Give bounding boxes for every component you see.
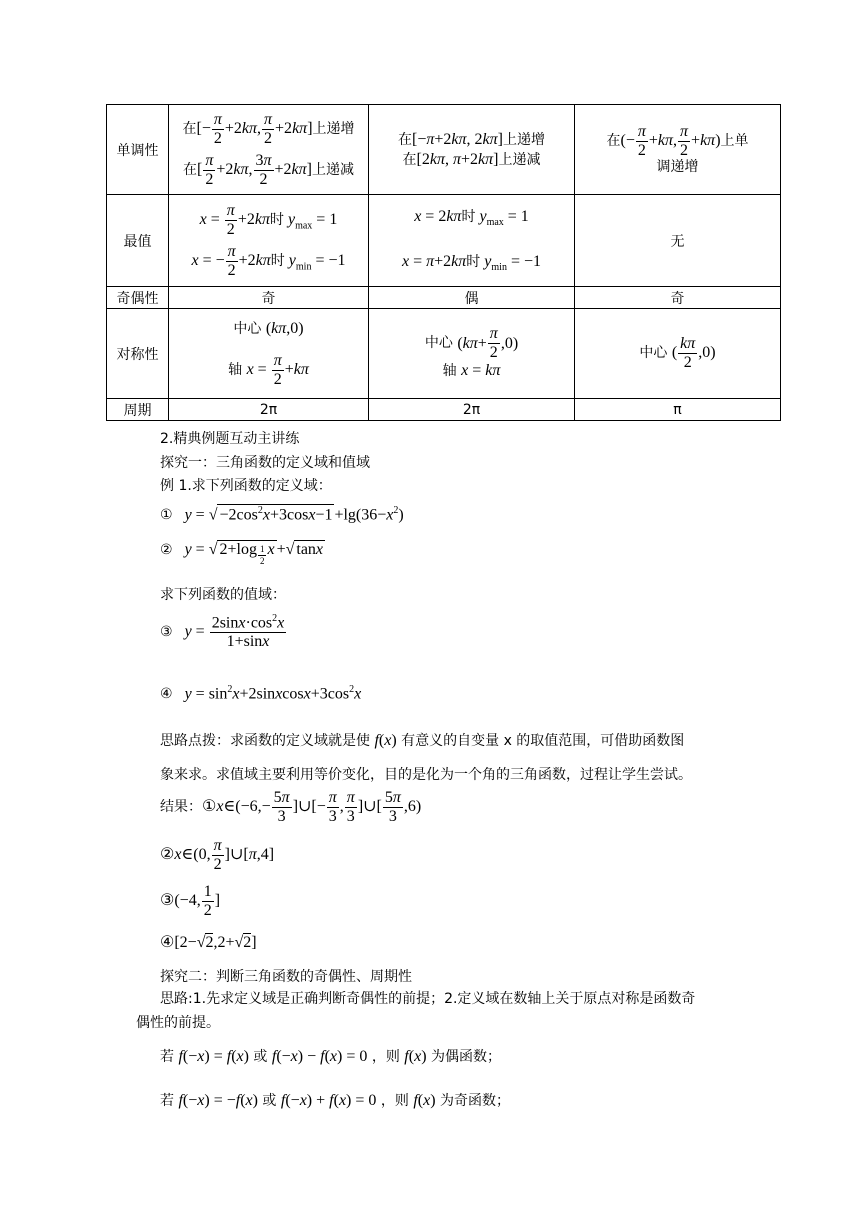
- section-heading: 2.精典例题互动主讲练: [160, 431, 300, 447]
- result-2: ②x∈(0, $\frac{\pi}{2}$ ]∪[π,4]: [160, 837, 275, 873]
- question-3: ③ y = $\frac{2\sin x\cdot\cos^2x}{1+\sin x}$: [160, 613, 285, 651]
- result-1: 结果：①x∈(−6,− $\frac{5\pi}{3}$ ]∪[− $\frac{\pi}{3}$ , $\frac{\pi}{3}$ ]∪[ $\frac{5\pi}{3}$ ,6): [160, 789, 422, 825]
- question-1: ① y = √ $-2\cos^2x+3\cos x-1 +\lg(36-x^2)$: [160, 505, 404, 524]
- tan-extrema: 无: [575, 195, 781, 287]
- sin-parity: 奇: [169, 287, 369, 309]
- example-one-prompt: 例 1.求下列函数的定义域：: [160, 478, 332, 494]
- table-row: [107, 105, 781, 195]
- row-label-period: 周期: [107, 399, 169, 421]
- row-label-extrema: 最值: [107, 195, 169, 287]
- odd-function-rule: 若 f(−x) = −f(x) 或 f(−x) + f(x) = 0 ，则 f(x) 为奇函数；: [160, 1092, 510, 1109]
- question-2: ② y = √ 2+log $_{\frac{1}{2}}$ x +√ tanx: [160, 541, 324, 567]
- tan-parity: 奇: [575, 287, 781, 309]
- cos-extrema: x = 2kπ时 $y_{max} = 1$ x = π+2kπ时 $y_{min} = -1$: [369, 195, 575, 287]
- table-row: [107, 287, 781, 309]
- table-row: [107, 195, 781, 287]
- tan-period: π: [575, 399, 781, 421]
- row-label-symmetry: 对称性: [107, 309, 169, 399]
- result-4: ④[2−√2,2+√2]: [160, 934, 257, 951]
- idea-line-2: 偶性的前提。: [136, 1015, 220, 1031]
- sin-extrema: x = $\frac{\pi}{2}$ +2kπ时 $y_{max} = 1$ x = − $\frac{\pi}{2}$ +2kπ时 $y_{min} = -1$: [169, 195, 369, 287]
- table-row: [107, 399, 781, 421]
- cos-period: 2π: [369, 399, 575, 421]
- even-function-rule: 若 f(−x) = f(x) 或 f(−x) − f(x) = 0 ，则 f(x) 为偶函数；: [160, 1048, 501, 1065]
- tan-symmetry: 中心 ( $\frac{k\pi}{2}$ ,0): [575, 309, 781, 399]
- properties-table: [106, 104, 781, 421]
- row-label-parity: 奇偶性: [107, 287, 169, 309]
- tan-monotonicity: 在(− $\frac{\pi}{2}$ +kπ, $\frac{\pi}{2}$ +kπ)上单 调递增: [575, 105, 781, 195]
- inquiry-one-heading: 探究一：三角函数的定义域和值域: [160, 455, 370, 471]
- sin-period: 2π: [169, 399, 369, 421]
- inquiry-two-heading: 探究二：判断三角函数的奇偶性、周期性: [160, 969, 412, 985]
- result-label: 结果：: [160, 799, 202, 816]
- idea-line-1: 思路:1.先求定义域是正确判断奇偶性的前提；2.定义域在数轴上关于原点对称是函数奇: [160, 991, 696, 1007]
- hint-line-1: 思路点拨：求函数的定义域就是使 f(x) 有意义的自变量 x 的取值范围，可借助函数图: [160, 732, 685, 749]
- cos-monotonicity: 在[−π+2kπ, 2kπ]上递增 在[2kπ, π+2kπ]上递减: [369, 105, 575, 195]
- range-intro: 求下列函数的值域：: [160, 587, 286, 603]
- table-row: [107, 309, 781, 399]
- hint-line-2: 象来求。求值域主要利用等价变化，目的是化为一个角的三角函数，过程让学生尝试。: [160, 767, 692, 783]
- cos-parity: 偶: [369, 287, 575, 309]
- cos-symmetry: 中心 (kπ+ $\frac{\pi}{2}$ ,0) 轴 x = kπ: [369, 309, 575, 399]
- result-3: ③(−4, $\frac{1}{2}$ ]: [160, 883, 221, 919]
- row-label-monotonicity: 单调性: [107, 105, 169, 195]
- question-4: ④ $y = \sin^2x+2sinxcosx+3\cos^2x$: [160, 684, 362, 703]
- sin-monotonicity: 在[− $\frac{\pi}{2}$ +2kπ, $\frac{\pi}{2}$ +2kπ]上递增 在[ $\frac{\pi}{2}$ +2kπ, $\frac{3\pi}{2}$ +2kπ]上递减: [169, 105, 369, 195]
- sin-symmetry: 中心 (kπ,0) 轴 x = $\frac{\pi}{2}$ +kπ: [169, 309, 369, 399]
